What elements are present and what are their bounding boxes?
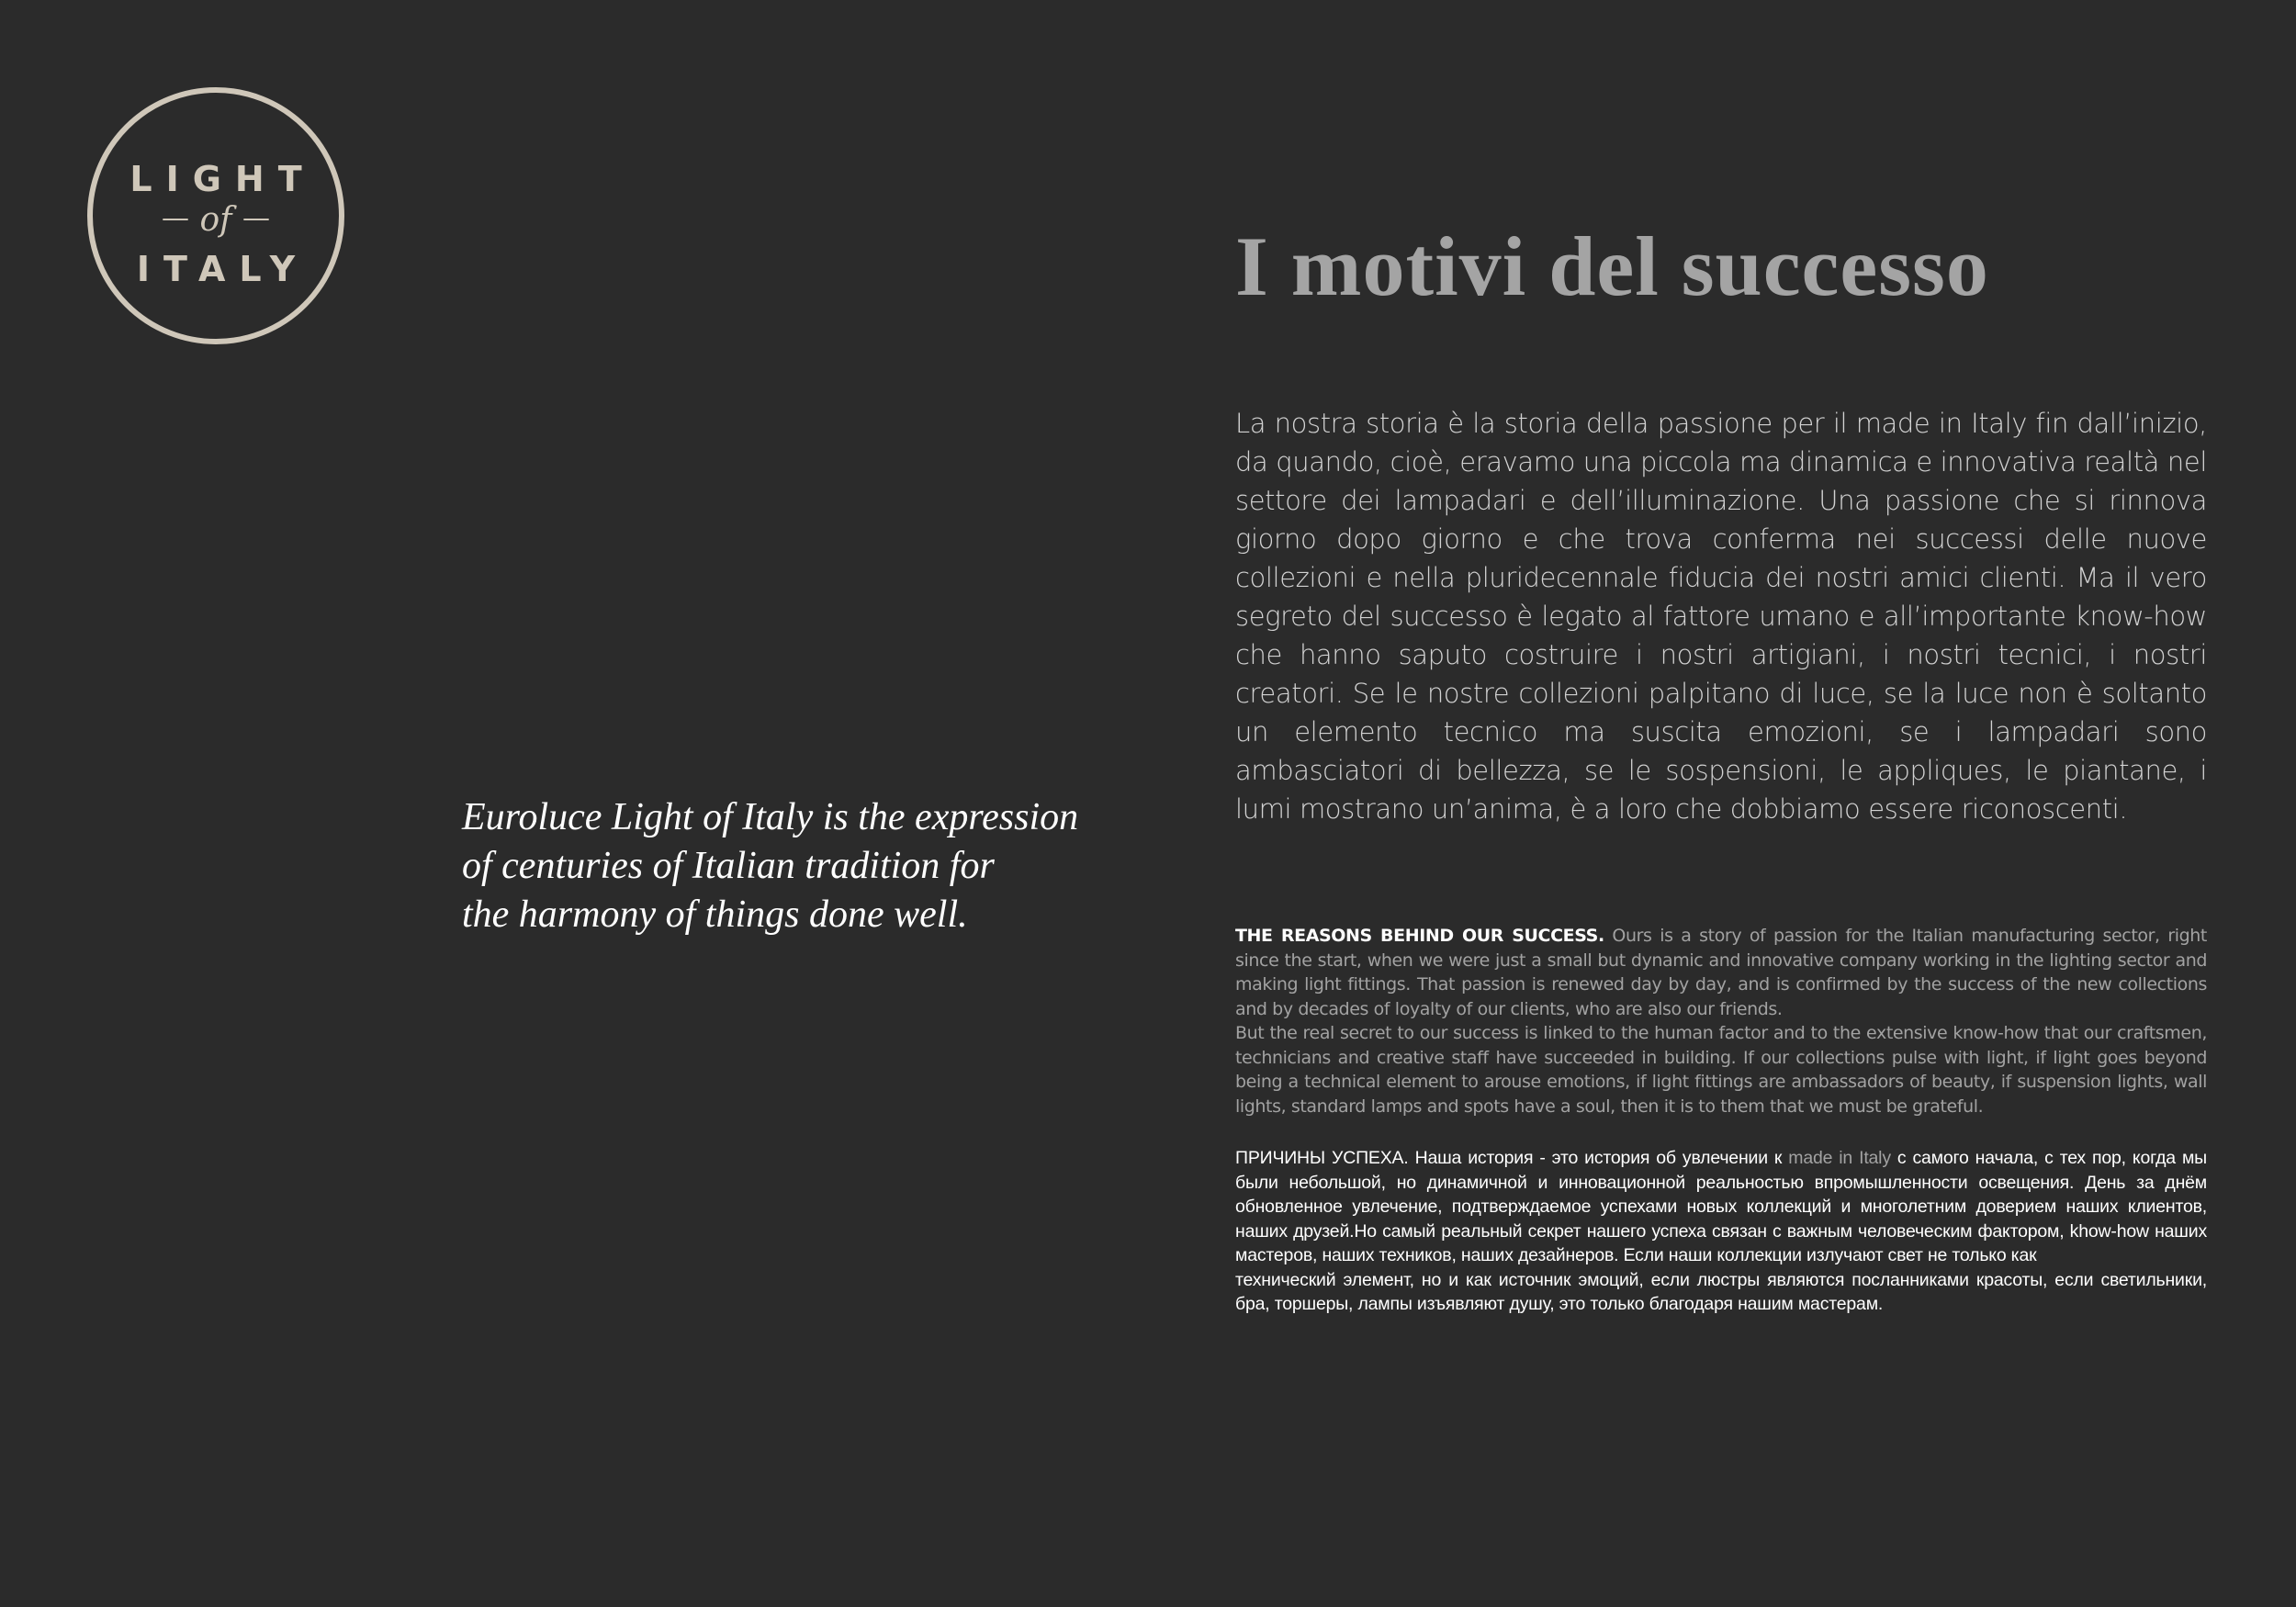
english-paragraph-1: Ours is a story of passion for the Italian manufacturing sector, right since the start, when we were just a small but dynamic and innovative company working in the lighting sector and making light fittings. That passion is renewed day by day, and is confirmed by the success of the new collections and by decades of loyalty of our clients, who are also our friends.: [1235, 926, 2207, 1019]
russian-paragraph-1: [1235, 1146, 2207, 1268]
tagline-quote: [462, 793, 1160, 939]
tagline-line-1: Euroluce Light of Italy is the expression: [462, 796, 1079, 838]
tagline-line-3: the harmony of things done well.: [462, 893, 968, 936]
logo-word-light: LIGHT: [129, 159, 316, 199]
logo-dash-right: —: [242, 202, 270, 234]
tagline-line-2: of centuries of Italian tradition for: [462, 845, 995, 887]
light-of-italy-logo: [87, 87, 344, 344]
page-title: I motivi del successo: [1235, 219, 1989, 313]
russian-part-2: с самого начала, с тех пор, когда мы были небольшой, но динамичной и инновационной реальностью впромышленности освещения. День за днём обновленное увлечение, подтверждаемое успехами новых коллекций и многолетним доверием наших клиентов, наших друзей.Но самый реальный секрет нашего успеха связан с важным человеческим фактором, khow-how наших мастеров, наших техников, наших дезайнеров. Если наши коллекции излучают свет не только как: [1235, 1148, 2208, 1265]
logo-word-of: [93, 201, 339, 239]
logo-dash-left: —: [162, 202, 190, 234]
russian-paragraph-2: технический элемент, но и как источник эмоций, если люстры являются посланниками красоты, если светильники, бра, торшеры, лампы изъявляют душу, это только благодаря нашим мастерам.: [1235, 1269, 2207, 1314]
logo-of-text: of: [199, 201, 232, 239]
english-paragraph-2: But the real secret to our success is linked to the human factor and to the extensive know-how that our craftsmen, technicians and creative staff have succeeded in building. If our collections pulse with light, if light goes beyond being a technical element to arouse emotions, if light fittings are ambassadors of beauty, if suspension lights, wall lights, standard lamps and spots have a soul, then it is to them that we must be grateful.: [1235, 1023, 2207, 1117]
russian-made-in-italy: made in Italy: [1788, 1148, 1891, 1168]
russian-body-text: [1235, 1146, 2207, 1317]
russian-part-1: ПРИЧИНЫ УСПЕХА. Наша история - это история об увлечении к: [1235, 1148, 1789, 1168]
italian-body-text: La nostra storia è la storia della passione per il made in Italy fin dall’inizio, da quando, cioè, eravamo una piccola ma dinamica e innovativa realtà nel settore dei lampadari e dell’illuminazione. Una passione che si rinnova giorno dopo giorno e che trova conferma nei successi delle nuove collezioni e nella pluridecennale fiducia dei nostri amici clienti. Ma il vero segreto del successo è legato al fattore umano e all’importante know-how che hanno saputo costruire i nostri artigiani, i nostri tecnici, i nostri creatori. Se le nostre collezioni palpitano di luce, se la luce non è soltanto un elemento tecnico ma suscita emozioni, se i lampadari sono ambasciatori di bellezza, se le sospensioni, le appliques, le piantane, i lumi mostrano un’anima, è a loro che dobbiamo essere riconoscenti.: [1235, 408, 2207, 825]
english-lead-heading: THE REASONS BEHIND OUR SUCCESS.: [1235, 926, 1604, 946]
logo-word-italy: ITALY: [136, 249, 310, 289]
english-body-text: [1235, 924, 2207, 1118]
